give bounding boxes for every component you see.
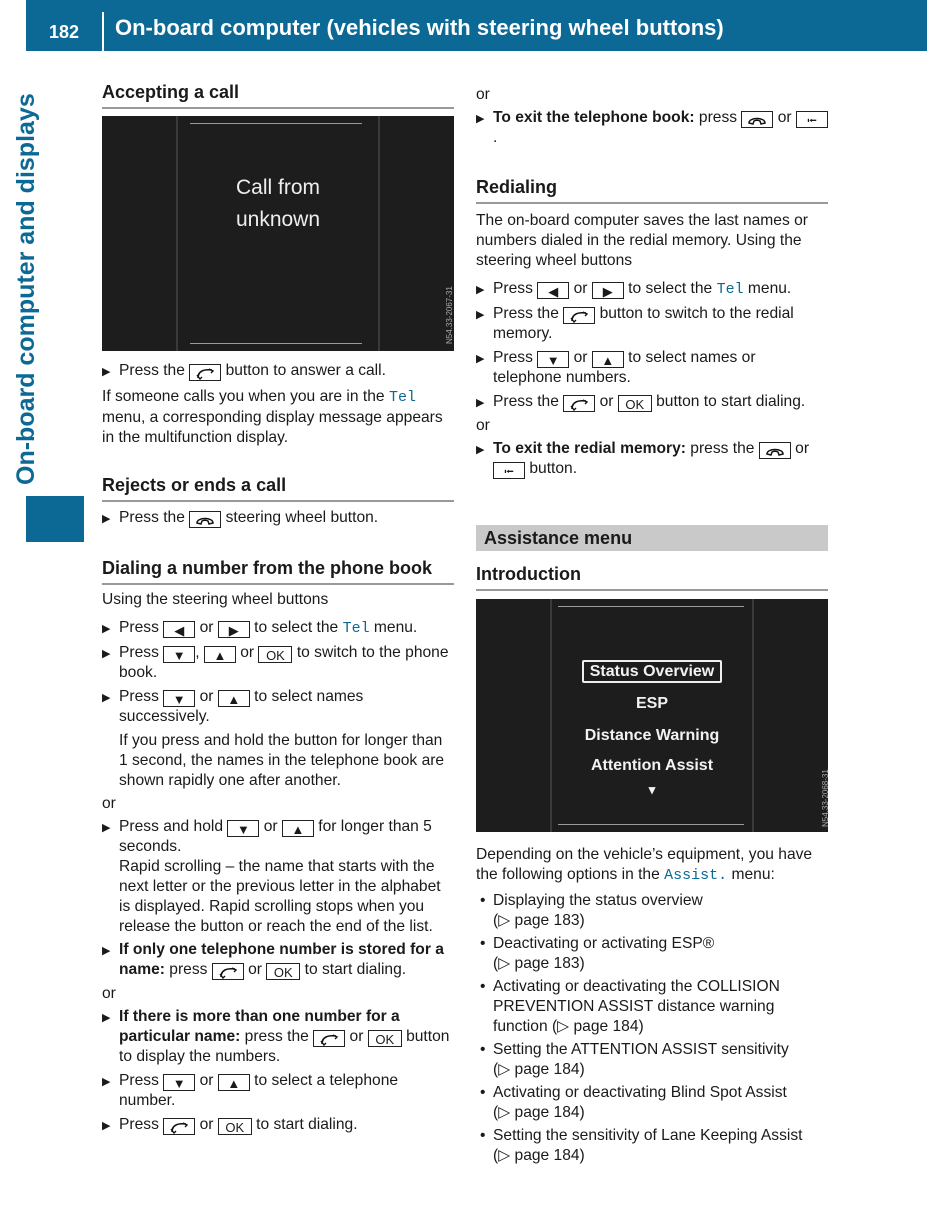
ok-key: OK: [618, 395, 652, 412]
step-bold-text: If only one telephone number is stored for a name:: [119, 941, 444, 978]
step-text: press: [169, 961, 208, 978]
page-ref[interactable]: (▷ page 184): [493, 1104, 585, 1121]
menu-item-status-overview: [476, 662, 828, 682]
step-text: menu.: [373, 619, 418, 636]
para-text: Depending on the vehicle’s equipment, you have the following options in the: [476, 846, 813, 883]
dial-step-select-tel: [102, 618, 454, 639]
redial-heading: Redialing: [476, 175, 828, 204]
accepting-heading: Accepting a call: [102, 80, 454, 109]
arrow-left-icon: ◀: [537, 282, 569, 299]
para-text: If someone calls you when you are in the: [102, 388, 385, 405]
step-text: button to display the numbers.: [119, 1028, 450, 1065]
arrow-up-icon: ▲: [218, 1074, 250, 1091]
or-text: or: [199, 1116, 214, 1133]
dial-step-hold: [102, 817, 454, 857]
assist-display-image: [476, 599, 828, 832]
or-text: or: [349, 1028, 364, 1045]
list-item: [476, 1126, 828, 1166]
dial-step-select-names: [102, 687, 454, 727]
or-text: or: [263, 818, 278, 835]
left-column: [102, 80, 454, 1135]
step-reject-call: [102, 508, 454, 528]
or-text: or: [199, 1072, 214, 1089]
menu-item-label: Status Overview: [582, 660, 723, 683]
or-line: or: [102, 985, 116, 1002]
menu-item-distance-warning: Distance Warning: [584, 727, 720, 744]
dial-step-phonebook: [102, 643, 454, 683]
display-rule: [190, 343, 362, 344]
dial-step-start: [102, 1115, 454, 1135]
list-item: [476, 934, 828, 974]
rejects-heading: Rejects or ends a call: [102, 473, 454, 502]
list-item-text: Deactivating or activating ESP®: [493, 935, 715, 952]
page-title: On-board computer (vehicles with steering wheel buttons): [115, 15, 724, 40]
display-text-line1: Call from: [235, 176, 320, 199]
para-text: menu, a corresponding display message appears in the multifunction display.: [102, 409, 443, 446]
list-item-text: Setting the sensitivity of Lane Keeping Assist: [493, 1127, 803, 1144]
step-text: Press the: [493, 305, 559, 322]
image-code: N54.33-2068-31: [821, 769, 830, 827]
step-answer-call: [102, 361, 454, 381]
ok-key: OK: [258, 646, 292, 663]
display-rule: [558, 606, 744, 607]
step-text: Press: [119, 644, 159, 661]
chevron-down-icon: ▾: [648, 782, 656, 797]
dial-step-select-number: [102, 1071, 454, 1111]
arrow-left-icon: ◀: [163, 621, 195, 638]
step-text: Press: [493, 349, 533, 366]
or-text: or: [248, 961, 262, 978]
step-text: press the: [244, 1028, 309, 1045]
arrow-down-icon: ▼: [163, 1074, 195, 1091]
arrow-up-icon: ▲: [218, 690, 250, 707]
or-text: or: [573, 349, 588, 366]
page-number: 182: [48, 22, 80, 42]
step-text: to select names successively.: [119, 688, 364, 725]
assist-menu-name: Assist.: [664, 867, 728, 884]
arrow-down-icon: ▼: [163, 690, 195, 707]
redial-step-select-names: [476, 348, 828, 388]
back-icon: ⭰: [493, 462, 525, 479]
exit-phonebook-step: [476, 108, 828, 148]
step-text: button to switch to the redial memory.: [493, 305, 794, 342]
phone-end-icon: [189, 511, 221, 528]
call-display-image: [102, 116, 454, 351]
list-item-text: Setting the ATTENTION ASSIST sensitivity: [493, 1041, 789, 1058]
step-text: Press and hold: [119, 818, 224, 835]
arrow-up-icon: ▲: [282, 820, 314, 837]
step-text: button to start dialing.: [656, 393, 806, 410]
side-tab-label: On-board computer and displays: [12, 93, 40, 485]
phone-accept-icon: [313, 1030, 345, 1047]
arrow-up-icon: ▲: [592, 351, 624, 368]
image-code: N54.33-2067-31: [445, 286, 454, 344]
list-item-text: Displaying the status overview: [493, 892, 703, 909]
or-line: or: [476, 86, 490, 103]
step-text: button to answer a call.: [225, 362, 386, 379]
step-text: Press: [119, 1116, 159, 1133]
step-text: Press the: [119, 362, 185, 379]
phone-end-icon: [741, 111, 773, 128]
page-ref[interactable]: (▷ page 184): [493, 1061, 585, 1078]
comma-text: ,: [195, 644, 200, 661]
step-text: press the: [690, 440, 755, 457]
tel-menu-name: Tel: [716, 281, 744, 298]
page-ref[interactable]: (▷ page 184): [551, 1018, 644, 1035]
step-text: .: [493, 129, 498, 146]
redial-step-select-tel: [476, 279, 828, 300]
dial-note: If you press and hold the button for longer than 1 second, the names in the telephone book are shown rapidly one after another.: [119, 732, 445, 789]
assistance-menu-bar: Assistance menu: [476, 525, 828, 551]
step-text: Press: [119, 619, 159, 636]
step-text: steering wheel button.: [225, 509, 379, 526]
redial-step-switch: [476, 304, 828, 344]
para-text: menu:: [731, 866, 775, 883]
rapid-scroll-note: Rapid scrolling – the name that starts with the next letter or the previous letter in the alphabet is displayed. Rapid scrolling stops when you release the button or reach the end of the list.: [119, 858, 441, 935]
step-text: to start dialing.: [304, 961, 407, 978]
page-ref[interactable]: (▷ page 184): [493, 1147, 585, 1164]
display-rule: [558, 824, 744, 825]
list-item: [476, 891, 828, 931]
list-item-text: Activating or deactivating Blind Spot Assist: [493, 1084, 787, 1101]
step-text: for longer than 5 seconds.: [119, 818, 432, 855]
display-text-line2: unknown: [235, 208, 321, 231]
list-item-text: Activating or deactivating the COLLISION PREVENTION ASSIST distance warning function: [493, 978, 780, 1035]
step-bold-text: If there is more than one number for a particular name:: [119, 1008, 400, 1045]
redial-step-start: [476, 392, 828, 412]
arrow-right-icon: ▶: [218, 621, 250, 638]
arrow-down-icon: ▼: [537, 351, 569, 368]
introduction-heading: Introduction: [476, 562, 828, 591]
exit-redial-step: [476, 439, 828, 479]
arrow-down-icon: ▼: [163, 646, 195, 663]
step-text: to select names or telephone numbers.: [493, 349, 756, 386]
dialing-intro: Using the steering wheel buttons: [102, 591, 329, 608]
or-text: or: [795, 440, 810, 457]
ok-key: OK: [218, 1118, 252, 1135]
assist-options-list: [476, 891, 828, 1166]
phone-accept-icon: [189, 364, 221, 381]
step-bold-text: To exit the telephone book:: [493, 109, 695, 126]
step-text: press: [698, 109, 738, 126]
step-text: Press: [119, 688, 159, 705]
page-ref[interactable]: (▷ page 183): [493, 912, 585, 929]
redial-intro: The on-board computer saves the last names or numbers dialed in the redial memory. Using the steering wheel buttons: [476, 212, 808, 269]
step-text: Press: [119, 1072, 159, 1089]
back-icon: ⭰: [796, 111, 828, 128]
assist-intro: [476, 845, 828, 886]
arrow-right-icon: ▶: [592, 282, 624, 299]
menu-item-esp: ESP: [635, 695, 668, 712]
tel-menu-name: Tel: [388, 389, 416, 406]
or-text: or: [199, 619, 214, 636]
page-header: [26, 0, 927, 51]
or-text: or: [573, 280, 588, 297]
phone-accept-icon: [163, 1118, 195, 1135]
step-text: to start dialing.: [256, 1116, 358, 1133]
dial-step-one-number: [102, 940, 454, 980]
tel-menu-name: Tel: [342, 620, 370, 637]
paragraph: [102, 387, 454, 448]
or-line: or: [476, 417, 490, 434]
phone-end-icon: [759, 442, 791, 459]
ok-key: OK: [368, 1030, 402, 1047]
or-text: or: [599, 393, 614, 410]
phone-accept-icon: [563, 307, 595, 324]
phone-accept-icon: [212, 963, 244, 980]
display-rule: [190, 123, 362, 124]
or-text: or: [777, 109, 792, 126]
menu-item-attention-assist: Attention Assist: [590, 757, 714, 774]
step-text: to select the: [254, 619, 339, 636]
or-text: or: [240, 644, 255, 661]
step-text: to switch to the phone book.: [119, 644, 449, 681]
step-text: button.: [529, 460, 578, 477]
list-item: [476, 1040, 828, 1080]
ok-key: OK: [266, 963, 300, 980]
step-text: Press the: [493, 393, 559, 410]
step-text: to select a telephone number.: [119, 1072, 399, 1109]
step-text: Press the: [119, 509, 185, 526]
arrow-up-icon: ▲: [204, 646, 236, 663]
right-column: [476, 85, 828, 1166]
dial-step-multi-number: [102, 1007, 454, 1067]
arrow-down-icon: ▼: [227, 820, 259, 837]
list-item: [476, 977, 828, 1037]
step-bold-text: To exit the redial memory:: [493, 440, 686, 457]
step-text: to select the: [628, 280, 713, 297]
page-ref[interactable]: (▷ page 183): [493, 955, 585, 972]
header-divider: [102, 12, 104, 51]
or-text: or: [199, 688, 214, 705]
or-line: or: [102, 795, 116, 812]
side-tab-marker: [26, 496, 84, 542]
list-item: [476, 1083, 828, 1123]
step-text: menu.: [747, 280, 792, 297]
step-text: Press: [493, 280, 533, 297]
dialing-heading: Dialing a number from the phone book: [102, 556, 454, 585]
phone-accept-icon: [563, 395, 595, 412]
